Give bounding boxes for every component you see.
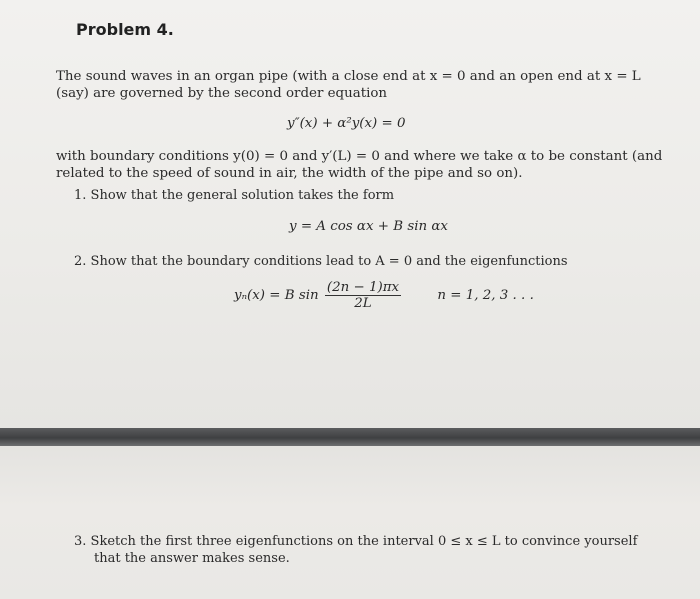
item-3-number: 3. (74, 534, 87, 549)
dark-divider-band (0, 428, 700, 446)
item-2 (74, 254, 568, 269)
item-1-number: 1. (74, 188, 87, 203)
fraction-numerator: (2n − 1)πx (326, 280, 400, 295)
intro-line-2: (say) are governed by the second order equation (56, 86, 388, 101)
conditions-line-1: with boundary conditions y(0) = 0 and y′(L) = 0 and where we take α to be constant (and (56, 149, 663, 164)
problem-title: Problem 4. (76, 20, 174, 39)
item-1 (74, 188, 394, 203)
conditions-line-2: related to the speed of sound in air, the width of the pipe and so on). (56, 166, 523, 181)
eigenfunction-fraction (325, 280, 401, 311)
general-solution-equation: y = A cos αx + B sin αx (289, 219, 448, 234)
fraction-denominator: 2L (354, 296, 372, 311)
item-3 (74, 534, 637, 549)
item-3-text-line-2: that the answer makes sense. (94, 551, 290, 566)
main-equation: y″(x) + α²y(x) = 0 (287, 116, 406, 131)
item-2-number: 2. (74, 254, 87, 269)
eigenfunction-equation (234, 280, 534, 311)
intro-line-1: The sound waves in an organ pipe (with a close end at x = 0 and an open end at x = L (56, 69, 641, 84)
paper-sheet-bottom (0, 446, 700, 599)
item-1-text: Show that the general solution takes the form (90, 188, 395, 203)
eigenfunction-index-range: n = 1, 2, 3 . . . (437, 288, 534, 303)
item-3-text-line-1: Sketch the first three eigenfunctions on the interval 0 ≤ x ≤ L to convince yourself (90, 534, 638, 549)
item-2-text: Show that the boundary conditions lead to A = 0 and the eigenfunctions (90, 254, 568, 269)
eigenfunction-lhs: yₙ(x) = B sin (234, 288, 319, 303)
